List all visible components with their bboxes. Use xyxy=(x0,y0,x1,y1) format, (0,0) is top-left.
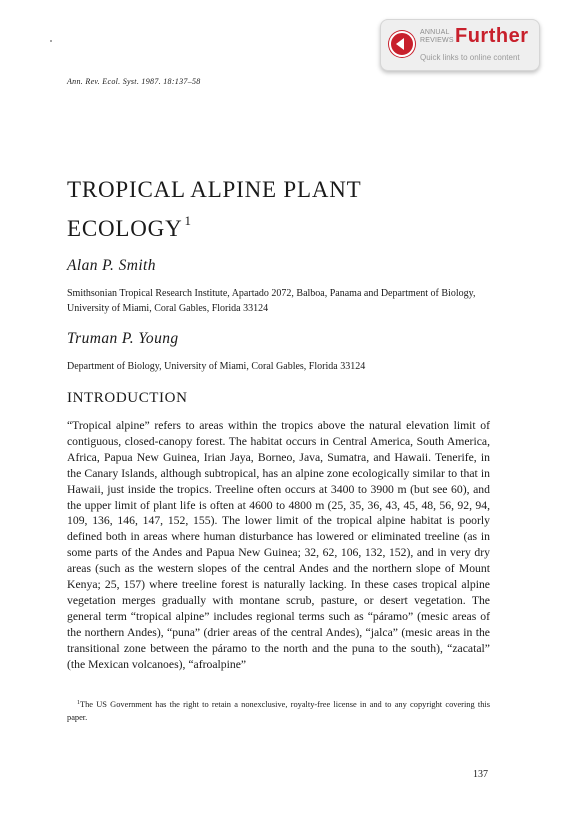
title-footnote-mark: 1 xyxy=(184,213,192,228)
further-banner[interactable] xyxy=(380,19,540,71)
author-affiliation: Department of Biology, University of Miami, Coral Gables, Florida 33124 xyxy=(67,361,366,372)
title-line-1: TROPICAL ALPINE PLANT xyxy=(67,177,362,202)
page-number: 137 xyxy=(473,769,488,780)
stray-dot xyxy=(50,40,52,42)
play-back-icon xyxy=(389,31,415,57)
title-line-2: ECOLOGY $^1$ xyxy=(67,213,192,241)
footnote: $^1$The US Government has the right to retain a nonexclusive, royalty-free license in and to any copyright covering this paper. xyxy=(67,700,490,722)
further-label: Further xyxy=(455,25,529,47)
further-tagline: Quick links to online content xyxy=(420,53,520,62)
author-name: Truman P. Young xyxy=(67,330,179,347)
article-title xyxy=(67,174,487,244)
journal-citation: Ann. Rev. Ecol. Syst. 1987. 18:137–58 xyxy=(67,77,201,86)
author-affiliation: Smithsonian Tropical Research Institute, Apartado 2072, Balboa, Panama and Department of Biology, University of Miami, Coral Gables, Florida 33124 xyxy=(67,288,476,314)
annual-reviews-logo: ANNUAL REVIEWS xyxy=(420,29,454,44)
author-name: Alan P. Smith xyxy=(67,257,156,274)
section-heading: INTRODUCTION xyxy=(67,390,188,406)
body-paragraph: “Tropical alpine” refers to areas within the tropics above the natural elevation limit of contiguous, closed-canopy forest. The habitat occurs in Central America, South America, Africa, Papua New Guinea, Irian Jaya, Borneo, Java, Sumatra, and Hawaii. Tenerife, in the Canary Islands, although subtropical, has an alpine zone ecologically similar to that in Hawaii, just inside the tropics. Treeline often occurs at 3400 to 3900 m (but see 60), and the upper limit of plant life is often at 4600 to 4800 m (25, 35, 36, 43, 45, 48, 56, 92, 94, 109, 136, 146, 147, 152, 155). The lower limit of the tropical alpine habitat is poorly defined both in areas where human disturbance has lowered or eliminated treeline (as in some parts of the Andes and Papua New Guinea; 32, 62, 106, 132, 152), and in very dry areas (such as the western slopes of the central Andes and the northern slope of Mount Kenya; 25, 157) where treeline forest is naturally lacking. In these cases tropical alpine vegetation merges gradually with montane scrub, pasture, or desert vegetation. The general term “tropical alpine” includes regional terms such as “páramo” (mesic areas of the northern Andes), “puna” (drier areas of the central Andes), “jalca” (mesic areas in the transitional zone between the páramo to the north and the puna to the south), “zacatal” (the Mexican volcanoes), “afroalpine” xyxy=(67,419,490,671)
